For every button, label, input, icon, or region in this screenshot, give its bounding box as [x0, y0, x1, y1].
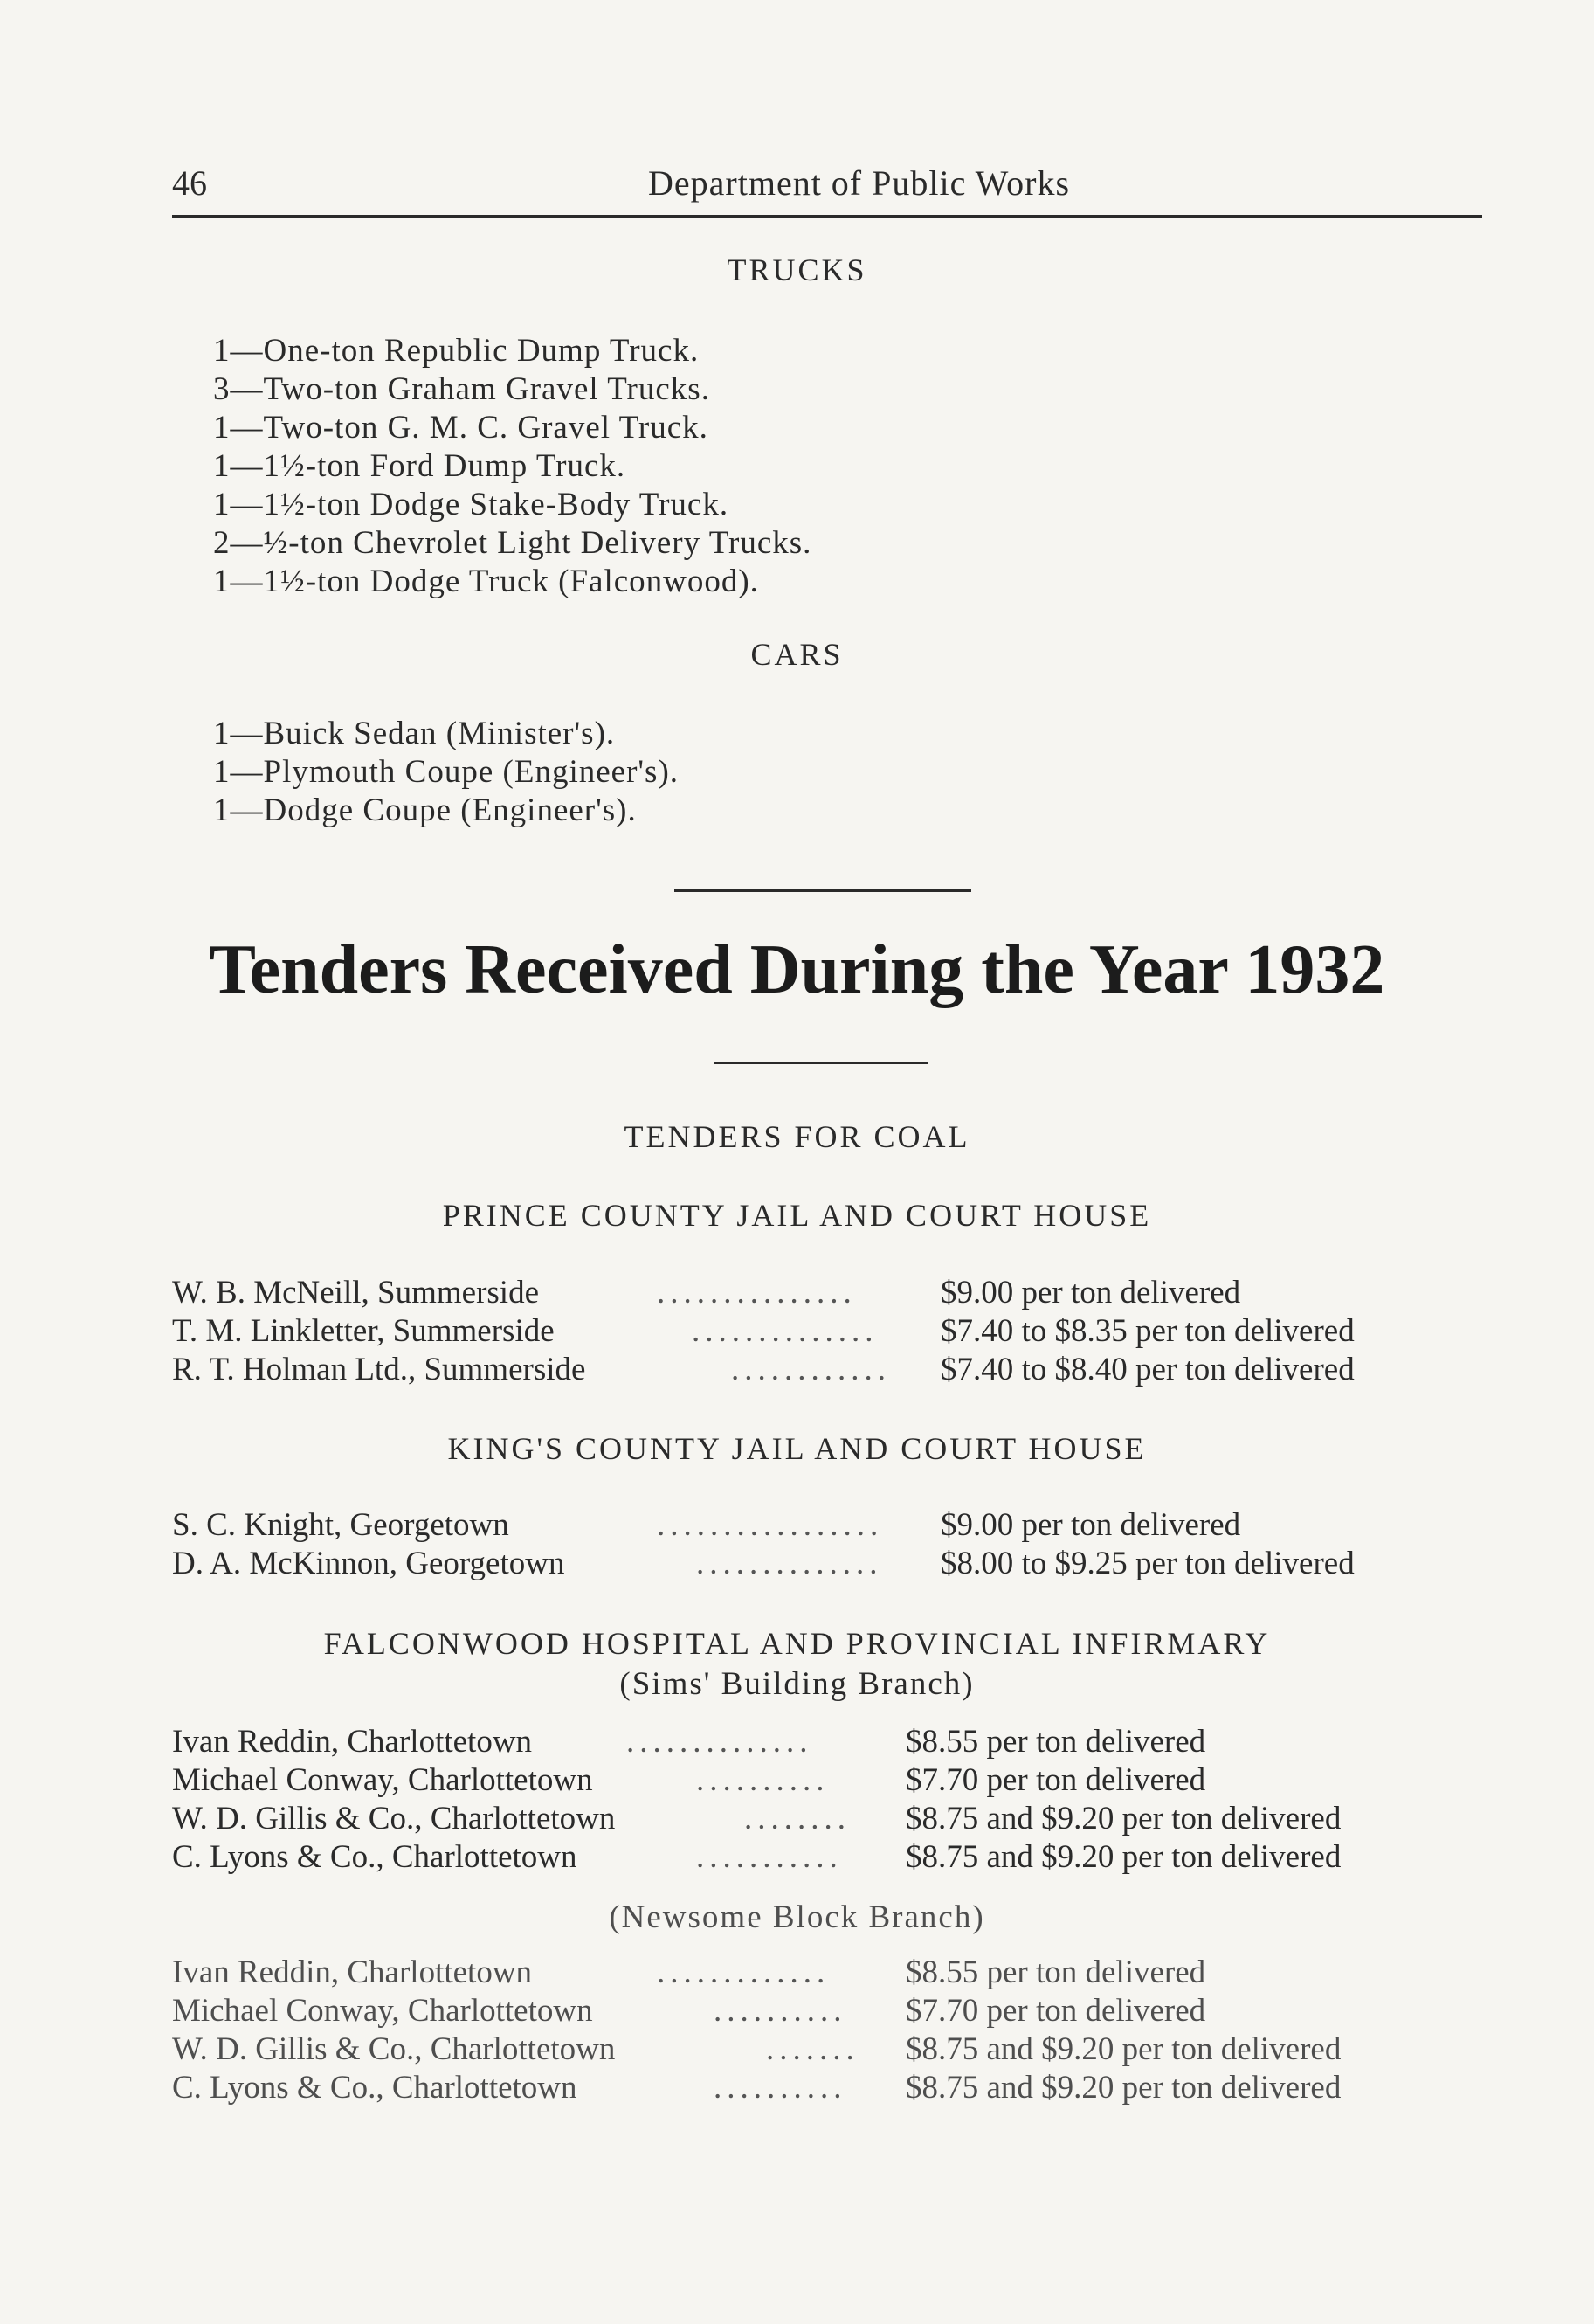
- tender-name: R. T. Holman Ltd., Summerside: [172, 1352, 586, 1387]
- page-number: 46: [172, 163, 207, 203]
- trucks-heading: TRUCKS: [727, 252, 867, 287]
- table-row: [172, 1545, 1482, 1583]
- prince-county-tenders: [172, 1274, 1482, 1389]
- list-item: 1—Two-ton G. M. C. Gravel Truck.: [213, 410, 708, 446]
- tender-name: Ivan Reddin, Charlottetown: [172, 1724, 533, 1760]
- divider-rule: [674, 889, 971, 892]
- list-item: 1—1½-ton Dodge Stake-Body Truck.: [213, 487, 729, 522]
- list-item: 3—Two-ton Graham Gravel Trucks.: [213, 371, 710, 407]
- table-row: [172, 1838, 1482, 1877]
- tender-price: $8.55 per ton delivered: [906, 1954, 1206, 1990]
- leader-dots: .................: [657, 1507, 884, 1543]
- list-item: 1—Buick Sedan (Minister's).: [213, 716, 616, 751]
- table-row: [172, 2030, 1482, 2069]
- tender-price: $8.75 and $9.20 per ton delivered: [906, 1801, 1342, 1836]
- list-item: 2—½-ton Chevrolet Light Delivery Trucks.: [213, 525, 812, 561]
- list-item: 1—Dodge Coupe (Engineer's).: [213, 792, 637, 828]
- list-item: 1—Plymouth Coupe (Engineer's).: [213, 754, 680, 790]
- falconwood-heading: FALCONWOOD HOSPITAL AND PROVINCIAL INFIRMARY: [323, 1626, 1271, 1661]
- tender-price: $7.70 per ton delivered: [906, 1993, 1206, 2029]
- tender-price: $8.75 and $9.20 per ton delivered: [906, 1839, 1342, 1875]
- falconwood-subheading: (Sims' Building Branch): [619, 1666, 975, 1702]
- table-row: [172, 1723, 1482, 1761]
- tender-price: $8.75 and $9.20 per ton delivered: [906, 2031, 1342, 2067]
- tender-name: D. A. McKinnon, Georgetown: [172, 1546, 565, 1581]
- leader-dots: ..........: [714, 2070, 847, 2106]
- table-row: [172, 1800, 1482, 1838]
- list-item: 1—One-ton Republic Dump Truck.: [213, 333, 700, 369]
- table-row: [172, 1312, 1482, 1351]
- header-title: Department of Public Works: [648, 163, 1071, 203]
- prince-county-heading: PRINCE COUNTY JAIL AND COURT HOUSE: [442, 1198, 1152, 1233]
- kings-county-tenders: [172, 1506, 1482, 1583]
- tender-price: $8.00 to $9.25 per ton delivered: [941, 1546, 1355, 1581]
- tender-name: Michael Conway, Charlottetown: [172, 1762, 593, 1798]
- newsome-branch-tenders: [172, 1954, 1482, 2107]
- trucks-list: [213, 332, 811, 601]
- cars-list: [213, 715, 679, 830]
- kings-county-heading: KING'S COUNTY JAIL AND COURT HOUSE: [447, 1431, 1147, 1466]
- tender-name: Michael Conway, Charlottetown: [172, 1993, 593, 2029]
- tender-price: $7.70 per ton delivered: [906, 1762, 1206, 1798]
- newsome-branch-heading: (Newsome Block Branch): [609, 1899, 985, 1935]
- running-head: [172, 163, 1482, 218]
- tender-price: $7.40 to $8.40 per ton delivered: [941, 1352, 1355, 1387]
- leader-dots: ..........: [696, 1762, 830, 1798]
- main-title: Tenders Received During the Year 1932: [209, 931, 1385, 1008]
- tender-price: $7.40 to $8.35 per ton delivered: [941, 1313, 1355, 1349]
- tender-price: $8.75 and $9.20 per ton delivered: [906, 2070, 1342, 2106]
- table-row: [172, 1992, 1482, 2030]
- tender-name: C. Lyons & Co., Charlottetown: [172, 2070, 577, 2106]
- leader-dots: ..............: [626, 1724, 813, 1760]
- tender-name: W. D. Gillis & Co., Charlottetown: [172, 1801, 616, 1836]
- divider-rule: [714, 1062, 928, 1064]
- tenders-heading: TENDERS FOR COAL: [624, 1119, 970, 1154]
- leader-dots: .............: [657, 1954, 831, 1990]
- leader-dots: ...............: [657, 1275, 857, 1311]
- table-row: [172, 1274, 1482, 1312]
- table-row: [172, 1761, 1482, 1800]
- leader-dots: ..............: [692, 1313, 879, 1349]
- list-item: 1—1½-ton Dodge Truck (Falconwood).: [213, 564, 759, 599]
- falconwood-tenders: [172, 1723, 1482, 1877]
- tender-price: $9.00 per ton delivered: [941, 1275, 1241, 1311]
- list-item: 1—1½-ton Ford Dump Truck.: [213, 448, 626, 484]
- leader-dots: ..............: [696, 1546, 883, 1581]
- leader-dots: ...........: [696, 1839, 843, 1875]
- table-row: [172, 2069, 1482, 2107]
- tender-price: $8.55 per ton delivered: [906, 1724, 1206, 1760]
- table-row: [172, 1351, 1482, 1389]
- tender-name: W. D. Gillis & Co., Charlottetown: [172, 2031, 616, 2067]
- table-row: [172, 1506, 1482, 1545]
- leader-dots: ............: [731, 1352, 891, 1387]
- leader-dots: ..........: [714, 1993, 847, 2029]
- tender-name: C. Lyons & Co., Charlottetown: [172, 1839, 577, 1875]
- tender-name: W. B. McNeill, Summerside: [172, 1275, 539, 1311]
- tender-name: T. M. Linkletter, Summerside: [172, 1313, 555, 1349]
- tender-name: S. C. Knight, Georgetown: [172, 1507, 509, 1543]
- table-row: [172, 1954, 1482, 1992]
- leader-dots: ........: [744, 1801, 851, 1836]
- tender-name: Ivan Reddin, Charlottetown: [172, 1954, 533, 1990]
- leader-dots: .......: [766, 2031, 859, 2067]
- cars-heading: CARS: [750, 637, 844, 672]
- tender-price: $9.00 per ton delivered: [941, 1507, 1241, 1543]
